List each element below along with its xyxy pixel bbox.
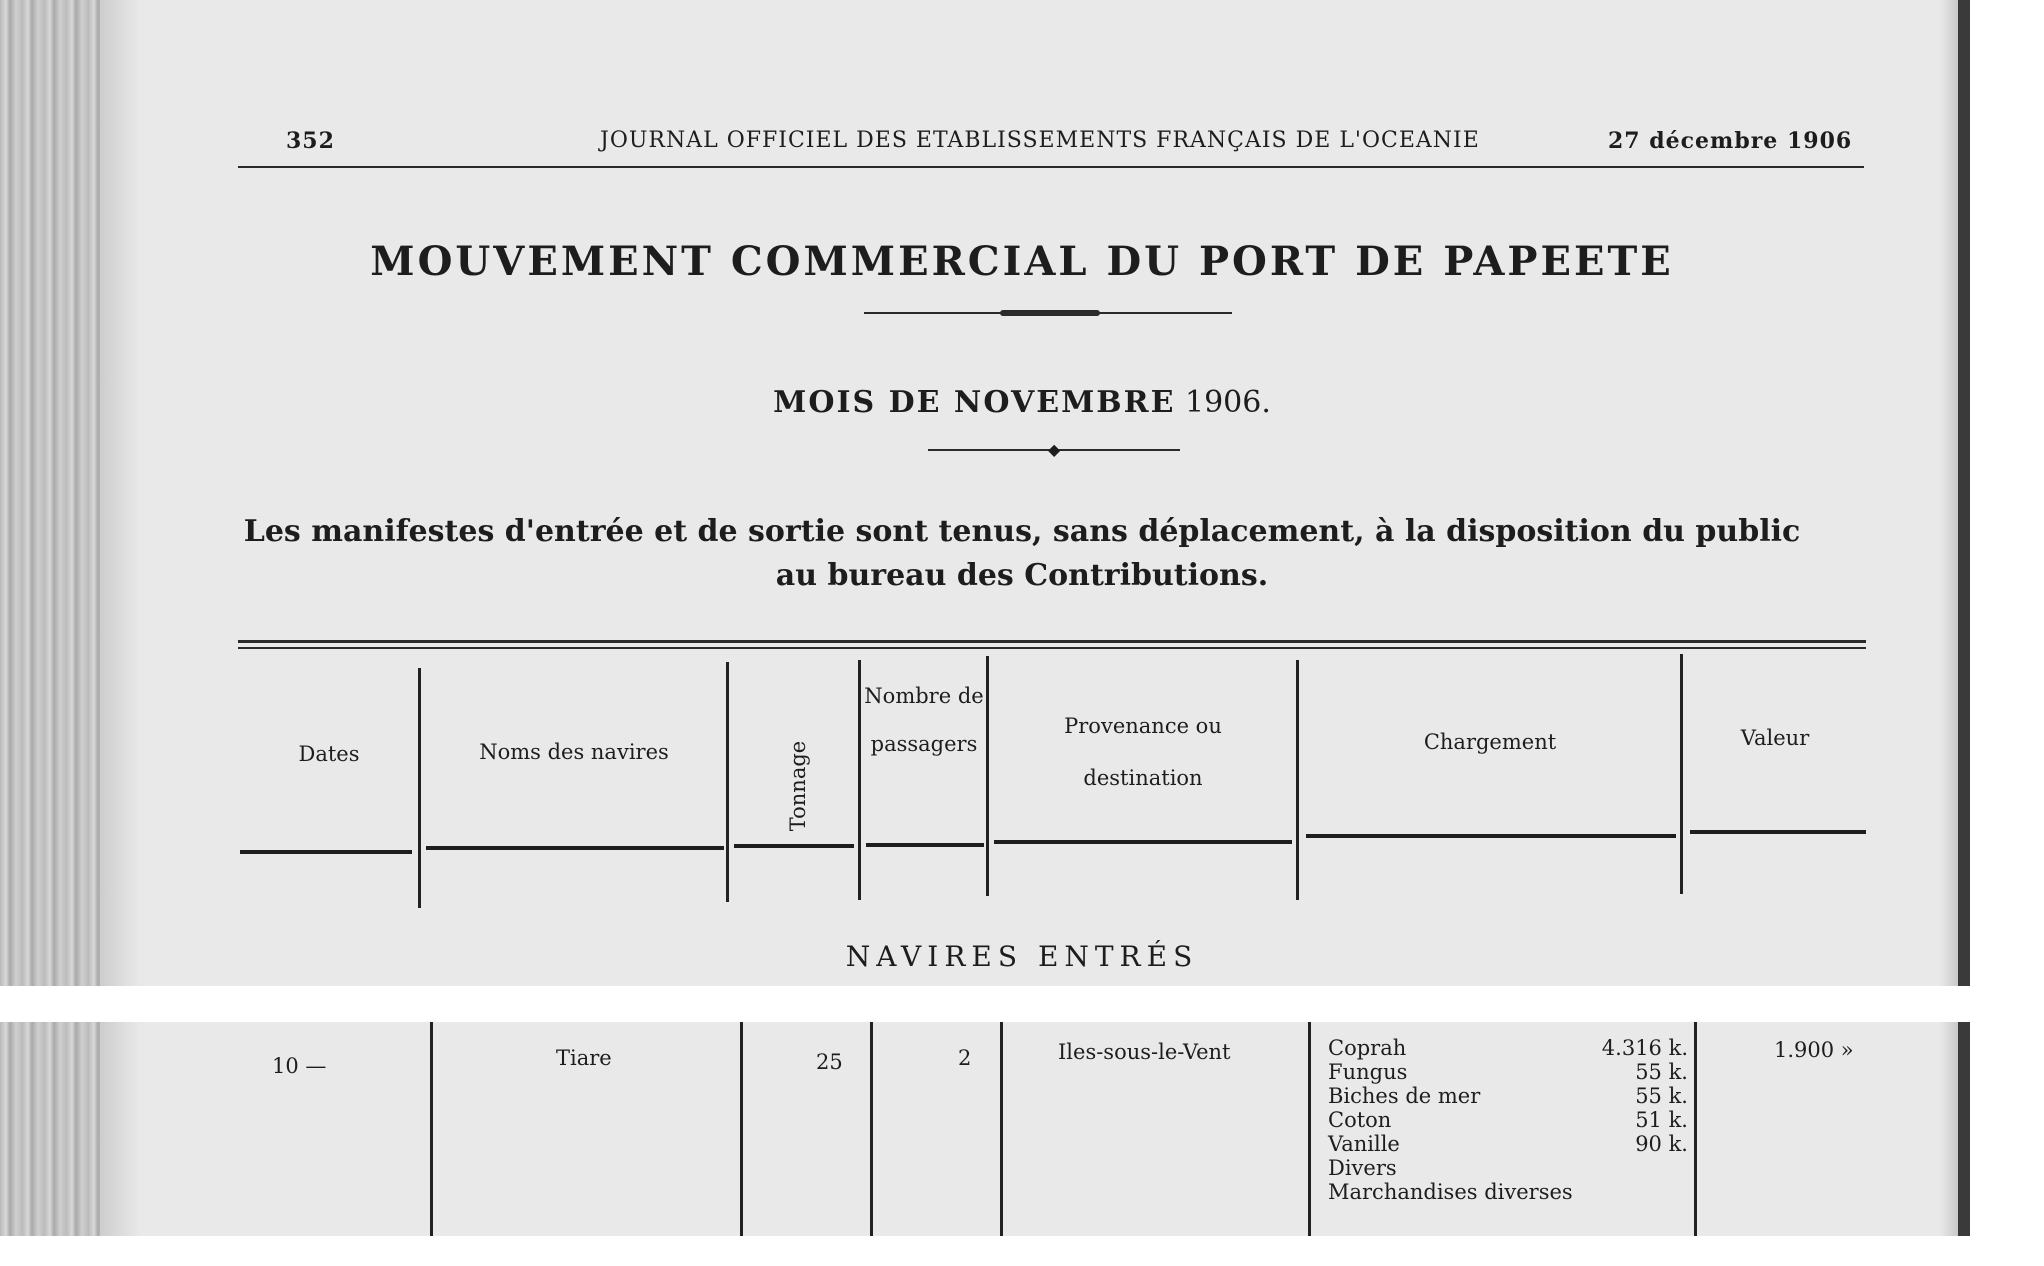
row-date: 10 — [272,1054,327,1078]
cargo-qty: 55 k. [1635,1060,1688,1084]
cargo-qty: 51 k. [1635,1108,1688,1132]
cargo-list [1328,1036,1688,1204]
cargo-item: Marchandises diverses [1328,1180,1573,1204]
month-year: 1906. [1185,385,1271,420]
list-item [1328,1084,1688,1108]
col-divider [858,660,861,900]
col-divider [1296,660,1299,900]
binding-shadow [100,0,140,986]
table-top-rule [238,640,1866,643]
header-bottom-rule [734,844,854,848]
header-bottom-rule [240,850,412,854]
col-divider [430,1022,433,1236]
header-bottom-rule [866,843,984,847]
col-divider [986,656,989,896]
col-header-tonnage: Tonnage [786,740,810,832]
cargo-item: Divers [1328,1156,1397,1180]
table-top-rule-2 [238,647,1866,649]
ornament-diamond: ◆ [1048,440,1061,459]
cargo-item: Biches de mer [1328,1084,1481,1108]
list-item [1328,1060,1688,1084]
list-item [1328,1036,1688,1060]
list-item [1328,1180,1688,1204]
row-value: 1.900 » [1774,1038,1854,1062]
section-title: NAVIRES ENTRÉS [845,940,1199,973]
col-divider [870,1022,873,1236]
cargo-item: Coton [1328,1108,1392,1132]
month-heading [0,385,2044,420]
right-shadow [1940,0,1958,986]
header-bottom-rule [994,840,1292,844]
binding-shadow [100,1022,140,1236]
col-divider [1308,1022,1311,1236]
row-tonnage: 25 [816,1050,843,1074]
page-edge [1958,1022,1970,1236]
header-bottom-rule [1306,834,1676,838]
col-header-dates: Dates [298,742,360,766]
page-title: MOUVEMENT COMMERCIAL DU PORT DE PAPEETE [370,238,1674,285]
col-header-origin: Provenance ou destination [1064,714,1222,790]
scan-gap [0,1236,2044,1266]
header-rule [238,166,1864,168]
book-binding [0,1022,100,1236]
intro-line-2: au bureau des Contributions. [775,558,1269,593]
list-item [1328,1156,1688,1180]
col-divider [740,1022,743,1236]
col-divider [1000,1022,1003,1236]
right-shadow [1940,1022,1958,1236]
page-edge [1958,0,1970,986]
col-header-value: Valeur [1740,726,1810,750]
col-header-passengers: Nombre de passagers [864,684,984,756]
row-ship-name: Tiare [556,1046,612,1070]
title-ornament-center [1000,310,1100,316]
cargo-qty: 4.316 k. [1601,1036,1688,1060]
scan-gap [0,986,2044,1022]
row-passengers: 2 [958,1046,972,1070]
list-item [1328,1132,1688,1156]
col-header-ship-names: Noms des navires [479,740,669,764]
cargo-item: Fungus [1328,1060,1408,1084]
col-header-cargo: Chargement [1423,730,1557,754]
cargo-item: Coprah [1328,1036,1407,1060]
scan-background [1970,0,2044,986]
book-binding [0,0,100,986]
header-date: 27 décembre 1906 [1608,128,1853,154]
journal-title: JOURNAL OFFICIEL DES ETABLISSEMENTS FRANÇAIS DE L'OCEANIE [600,128,1480,153]
row-origin: Iles-sous-le-Vent [1058,1040,1231,1064]
cargo-item: Vanille [1328,1132,1400,1156]
header-bottom-rule [426,846,724,850]
scan-background [1970,1022,2044,1236]
col-divider [1694,1022,1697,1236]
list-item [1328,1108,1688,1132]
cargo-qty: 90 k. [1635,1132,1688,1156]
cargo-qty: 55 k. [1635,1084,1688,1108]
header-bottom-rule [1690,830,1866,834]
col-divider [1680,654,1683,894]
month-label: MOIS DE NOVEMBRE [773,385,1176,420]
intro-line-1: Les manifestes d'entrée et de sortie sont tenus, sans déplacement, à la disposition du public [243,514,1801,549]
col-divider [418,668,421,908]
col-divider [726,662,729,902]
page-number: 352 [286,128,335,154]
